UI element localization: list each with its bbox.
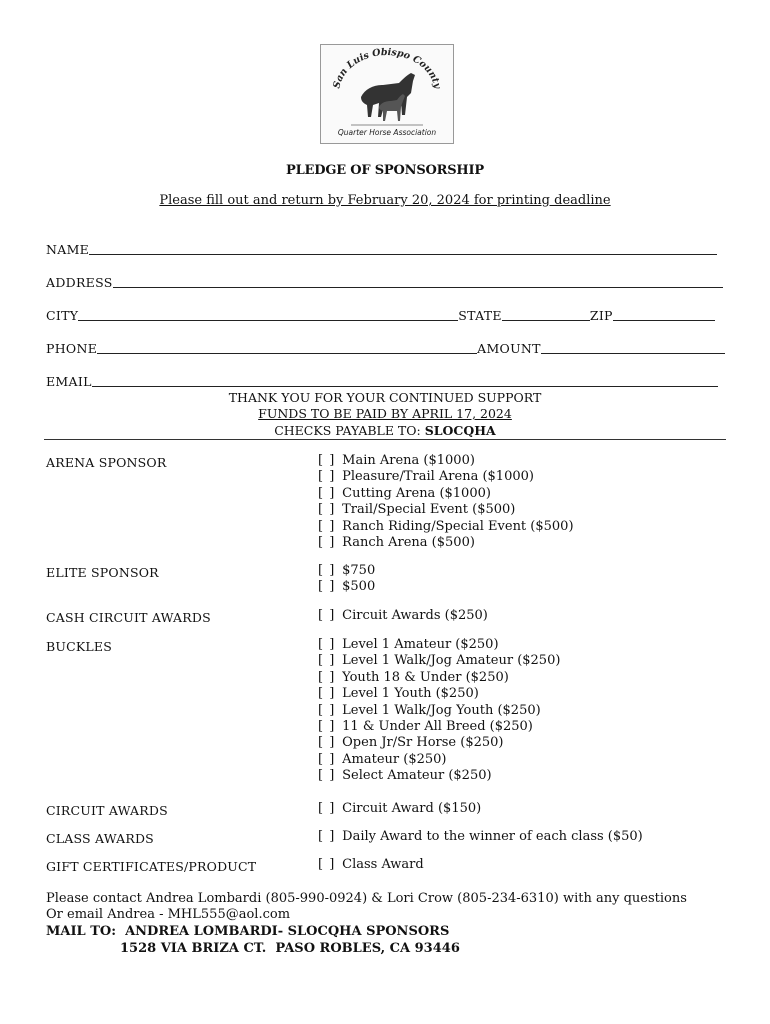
- checkbox[interactable]: [ ]: [318, 857, 336, 872]
- option-item[interactable]: [318, 563, 375, 579]
- name-label: NAME: [46, 242, 90, 257]
- city-fill-line[interactable]: [78, 320, 458, 321]
- svg-text:San Luis Obispo County: [331, 47, 443, 91]
- option-item[interactable]: [318, 519, 574, 535]
- checkbox[interactable]: [ ]: [318, 608, 336, 623]
- name-fill-line[interactable]: [89, 254, 717, 255]
- option-label: 11 & Under All Breed ($250): [342, 719, 533, 735]
- option-label: Class Award: [342, 857, 424, 872]
- checkbox[interactable]: [ ]: [318, 653, 336, 669]
- options-circuit-awards: [318, 801, 481, 817]
- option-label: Level 1 Amateur ($250): [342, 637, 499, 652]
- city-label: CITY: [46, 308, 79, 323]
- option-label: Daily Award to the winner of each class ($50): [342, 829, 643, 844]
- amount-fill-line[interactable]: [541, 353, 725, 354]
- instruction-deadline: Please fill out and return by February 20, 2024 for printing deadline: [159, 193, 611, 208]
- option-label: Select Amateur ($250): [342, 768, 492, 784]
- email-label: EMAIL: [46, 374, 92, 389]
- logo-text-bottom: Quarter Horse Association: [337, 128, 437, 137]
- section-label-class-awards: CLASS AWARDS: [46, 831, 154, 846]
- contact-line-1: Please contact Andrea Lombardi (805-990-0924) & Lori Crow (805-234-6310) with any questions: [46, 891, 687, 906]
- option-item[interactable]: [318, 670, 560, 686]
- checkbox[interactable]: [ ]: [318, 579, 336, 595]
- option-item[interactable]: [318, 703, 560, 719]
- checkbox[interactable]: [ ]: [318, 801, 336, 816]
- option-item[interactable]: [318, 579, 375, 595]
- checkbox[interactable]: [ ]: [318, 829, 336, 844]
- checkbox[interactable]: [ ]: [318, 563, 336, 578]
- checkbox[interactable]: [ ]: [318, 686, 336, 702]
- zip-label: ZIP: [589, 308, 613, 323]
- address-label: ADDRESS: [46, 275, 113, 290]
- option-label: Level 1 Walk/Jog Youth ($250): [342, 702, 541, 718]
- city-field-row: [46, 307, 715, 323]
- checkbox[interactable]: [ ]: [318, 669, 336, 685]
- address-fill-line[interactable]: [113, 287, 723, 288]
- name-field-row: [46, 241, 717, 257]
- options-elite-sponsor: [318, 563, 375, 596]
- option-label: Ranch Riding/Special Event ($500): [342, 518, 574, 534]
- contact-line-2: Or email Andrea - MHL555@aol.com: [46, 907, 291, 922]
- mail-to-line: MAIL TO: ANDREA LOMBARDI- SLOCQHA SPONSORS: [46, 924, 450, 939]
- checkbox[interactable]: [ ]: [318, 518, 336, 534]
- options-cash-circuit-awards: [318, 608, 488, 624]
- checkbox[interactable]: [ ]: [318, 535, 336, 551]
- option-label: $500: [342, 579, 376, 595]
- option-item[interactable]: [318, 752, 560, 768]
- section-label-circuit-awards: CIRCUIT AWARDS: [46, 803, 168, 818]
- option-item[interactable]: [318, 719, 560, 735]
- checkbox[interactable]: [ ]: [318, 502, 336, 518]
- option-item[interactable]: [318, 801, 481, 817]
- section-label-buckles: BUCKLES: [46, 639, 113, 654]
- checks-payee: SLOCQHA: [424, 423, 496, 438]
- option-label: Trail/Special Event ($500): [342, 502, 516, 518]
- option-item[interactable]: [318, 453, 574, 469]
- phone-field-row: [46, 340, 725, 356]
- checkbox[interactable]: [ ]: [318, 702, 336, 718]
- option-label: Circuit Award ($150): [342, 801, 482, 816]
- option-item[interactable]: [318, 637, 560, 653]
- phone-fill-line[interactable]: [97, 353, 477, 354]
- checkbox[interactable]: [ ]: [318, 751, 336, 767]
- address-field-row: [46, 274, 723, 290]
- option-item[interactable]: [318, 768, 560, 784]
- option-label: Ranch Arena ($500): [342, 535, 475, 551]
- email-field-row: [46, 373, 718, 389]
- option-label: $750: [342, 563, 376, 578]
- thanks-notice: THANK YOU FOR YOUR CONTINUED SUPPORT: [228, 390, 542, 405]
- option-label: Youth 18 & Under ($250): [342, 669, 509, 685]
- mail-address-line: 1528 VIA BRIZA CT. PASO ROBLES, CA 93446: [120, 941, 460, 956]
- option-label: Pleasure/Trail Arena ($1000): [342, 469, 534, 485]
- options-gift-certificates: [318, 857, 424, 873]
- option-item[interactable]: [318, 486, 574, 502]
- option-label: Circuit Awards ($250): [342, 608, 488, 623]
- options-arena-sponsor: [318, 453, 574, 551]
- state-label: STATE: [458, 308, 502, 323]
- checkbox[interactable]: [ ]: [318, 453, 336, 468]
- checks-notice: [0, 423, 770, 438]
- option-item[interactable]: [318, 608, 488, 624]
- checkbox[interactable]: [ ]: [318, 768, 336, 784]
- section-label-gift-certificates: GIFT CERTIFICATES/PRODUCT: [46, 859, 257, 874]
- instruction-text: [0, 193, 770, 208]
- horse-logo-graphic: [321, 45, 453, 143]
- options-class-awards: [318, 829, 643, 845]
- option-item[interactable]: [318, 829, 643, 845]
- checkbox[interactable]: [ ]: [318, 469, 336, 485]
- state-fill-line[interactable]: [502, 320, 590, 321]
- option-item[interactable]: [318, 502, 574, 518]
- checkbox[interactable]: [ ]: [318, 735, 336, 751]
- page-title: PLEDGE OF SPONSORSHIP: [286, 163, 484, 178]
- checkbox[interactable]: [ ]: [318, 637, 336, 652]
- checkbox[interactable]: [ ]: [318, 485, 336, 501]
- option-label: Level 1 Youth ($250): [342, 686, 479, 702]
- option-label: Cutting Arena ($1000): [342, 485, 491, 501]
- slocqha-logo: [320, 44, 454, 144]
- email-fill-line[interactable]: [92, 386, 718, 387]
- section-label-elite-sponsor: ELITE SPONSOR: [46, 565, 159, 580]
- phone-label: PHONE: [46, 341, 98, 356]
- zip-fill-line[interactable]: [613, 320, 715, 321]
- option-item[interactable]: [318, 735, 560, 751]
- checkbox[interactable]: [ ]: [318, 719, 336, 735]
- divider: [44, 439, 726, 440]
- funds-notice: [0, 406, 770, 421]
- option-label: Amateur ($250): [342, 751, 447, 767]
- logo-text-top: San Luis Obispo County: [331, 46, 443, 90]
- amount-label: AMOUNT: [477, 341, 541, 356]
- option-label: Open Jr/Sr Horse ($250): [342, 735, 504, 751]
- option-item[interactable]: [318, 535, 574, 551]
- section-label-cash-circuit-awards: CASH CIRCUIT AWARDS: [46, 610, 211, 625]
- option-label: Main Arena ($1000): [342, 453, 475, 468]
- option-label: Level 1 Walk/Jog Amateur ($250): [342, 653, 561, 669]
- section-label-arena-sponsor: ARENA SPONSOR: [46, 455, 167, 470]
- options-buckles: [318, 637, 560, 785]
- option-item[interactable]: [318, 686, 560, 702]
- option-item[interactable]: [318, 469, 574, 485]
- checks-prefix: CHECKS PAYABLE TO:: [274, 423, 425, 438]
- option-item[interactable]: [318, 653, 560, 669]
- funds-notice-text: FUNDS TO BE PAID BY APRIL 17, 2024: [258, 406, 512, 421]
- option-item[interactable]: [318, 857, 424, 873]
